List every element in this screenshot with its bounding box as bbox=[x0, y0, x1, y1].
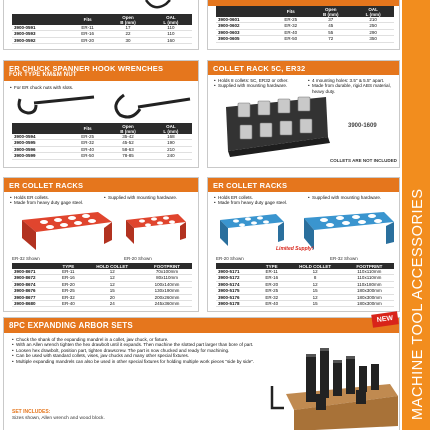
collet-rack-panel bbox=[207, 60, 400, 168]
er-racks-right-bullets-a bbox=[214, 195, 304, 206]
text-cell: ER-50 bbox=[69, 153, 106, 159]
text-cell: ER-32 bbox=[272, 23, 309, 29]
text-cell: Open B (mm) bbox=[309, 6, 352, 17]
text-cell: 168 bbox=[150, 134, 192, 140]
text-cell: 3900-5174 bbox=[216, 281, 258, 287]
text-cell: 3900-8671 bbox=[12, 269, 54, 275]
text-cell: 3900-5178 bbox=[216, 301, 258, 307]
text-cell: ER-11 bbox=[54, 269, 82, 275]
er-racks-left-bullets-a bbox=[10, 195, 100, 206]
table-row bbox=[12, 301, 192, 307]
text-cell: • Made from durable, rigid ABS material, heavy duty. bbox=[308, 83, 398, 94]
top-right-panel bbox=[207, 0, 400, 50]
text-cell: 110x180mm bbox=[345, 281, 394, 287]
text-cell: OAL L (mm) bbox=[150, 123, 192, 134]
text-cell: TYPE bbox=[54, 263, 82, 269]
text-cell: ER-40 bbox=[272, 29, 309, 35]
limited-supply-label: Limited Supply! bbox=[276, 246, 314, 252]
text-cell: 12 bbox=[82, 281, 142, 287]
text-cell: 180x300mm bbox=[345, 288, 394, 294]
text-cell: 3900-0596 bbox=[12, 146, 69, 152]
text-cell: • 4 mounting holes: 3.5" & 5.5" apart. bbox=[308, 78, 398, 83]
text-cell: ER-32 bbox=[54, 294, 82, 300]
red-rack-image bbox=[18, 210, 188, 254]
top-left-panel bbox=[3, 0, 199, 50]
collet-rack-bullets-right bbox=[308, 78, 398, 94]
text-cell: ER-25 bbox=[258, 288, 286, 294]
spanner-bullets bbox=[10, 85, 100, 90]
spanner-title: ER CHUCK SPANNER HOOK WRENCHES bbox=[9, 64, 164, 73]
col-open: Open B (mm) bbox=[106, 14, 149, 25]
text-cell: 3900-0591 bbox=[12, 25, 69, 31]
text-cell: 110 bbox=[150, 31, 192, 37]
text-cell: ER-20 bbox=[54, 281, 82, 287]
er-racks-left-header bbox=[4, 178, 198, 192]
text-cell: • Loosen hex drawbolt, position part, tighten drawscrew. The part is now chucked and ready for machining. bbox=[12, 348, 260, 353]
text-cell: • Holds ER collets. bbox=[214, 195, 304, 200]
text-cell: 8PC EXPANDING ARBOR SETS bbox=[9, 321, 133, 330]
spanner-header bbox=[4, 61, 198, 81]
text-cell: 35-42 bbox=[106, 134, 149, 140]
text-cell: 58-63 bbox=[106, 146, 149, 152]
text-cell: 3900-8680 bbox=[12, 301, 54, 307]
er-racks-right-table bbox=[216, 263, 394, 307]
er-racks-left-panel bbox=[3, 177, 199, 312]
text-cell: 100x140mm bbox=[142, 281, 192, 287]
text-cell: 3900-8676 bbox=[12, 288, 54, 294]
arbor-set-image bbox=[266, 336, 400, 430]
text-cell: 3900-5171 bbox=[216, 269, 258, 275]
col-fits: Fits bbox=[69, 14, 106, 25]
text-cell: ER-16 bbox=[69, 31, 106, 37]
text-cell: 30 bbox=[106, 37, 149, 43]
text-cell: 210 bbox=[150, 146, 192, 152]
text-cell: 3900-0603 bbox=[216, 29, 272, 35]
text-cell bbox=[12, 123, 69, 134]
collet-rack-bullets-left bbox=[214, 78, 304, 89]
text-cell: 110x110mm bbox=[345, 275, 394, 281]
text-cell: ER COLLET RACKS bbox=[9, 181, 84, 190]
text-cell: 12 bbox=[286, 281, 345, 287]
text-cell: 24 bbox=[82, 301, 142, 307]
text-cell: ER-16 bbox=[54, 275, 82, 281]
text-cell: OAL L (mm) bbox=[352, 6, 394, 17]
text-cell: • Supplied with mounting hardware. bbox=[214, 83, 304, 88]
text-cell: 3900-0593 bbox=[12, 31, 69, 37]
text-cell: 15 bbox=[82, 288, 142, 294]
text-cell: 12 bbox=[82, 275, 142, 281]
text-cell: • Made from heavy duty gage steel. bbox=[214, 200, 304, 205]
text-cell: FOOTPRINT bbox=[345, 263, 394, 269]
text-cell: • Holds ER collets. bbox=[10, 195, 100, 200]
col-oal: OAL L (mm) bbox=[150, 14, 192, 25]
text-cell: 72 bbox=[309, 36, 352, 42]
text-cell: HOLD COLLET bbox=[286, 263, 345, 269]
text-cell: 70x100mm bbox=[142, 269, 192, 275]
text-cell: • Holds 8 collets: 5C, ER32 or other. bbox=[214, 78, 304, 83]
text-cell: • Made from heavy duty gage steel. bbox=[10, 200, 100, 205]
table-row bbox=[216, 301, 394, 307]
text-cell: ER COLLET RACKS bbox=[213, 181, 288, 190]
table-row bbox=[12, 37, 192, 43]
text-cell: 45-52 bbox=[106, 140, 149, 146]
text-cell: 350 bbox=[352, 36, 394, 42]
text-cell: 245x360mm bbox=[142, 301, 192, 307]
table-row bbox=[12, 153, 192, 159]
hook-wrench-image bbox=[14, 91, 194, 121]
er-racks-right-header bbox=[208, 178, 399, 192]
text-cell: FOOTPRINT bbox=[142, 263, 192, 269]
red-rack-caption-right: ER-20 Shown bbox=[124, 256, 152, 261]
text-cell bbox=[216, 6, 272, 17]
text-cell: 55 bbox=[309, 29, 352, 35]
er-racks-left-bullets-b bbox=[104, 195, 194, 200]
text-cell: ER-25 bbox=[54, 288, 82, 294]
text-cell: Fits bbox=[272, 6, 309, 17]
text-cell: TYPE bbox=[258, 263, 286, 269]
text-cell: 290 bbox=[352, 29, 394, 35]
text-cell: 3900-8677 bbox=[12, 294, 54, 300]
text-cell: 190 bbox=[150, 140, 192, 146]
text-cell: • With an Allen wrench tighten the hex drawbolt until it expands. Then machine the slotted part larger than bore of part. bbox=[12, 342, 260, 347]
red-rack-caption-left: ER-32 Shown bbox=[12, 256, 40, 261]
text-cell: ER-50 bbox=[272, 36, 309, 42]
arbor-panel bbox=[3, 317, 400, 430]
text-cell: 15 bbox=[286, 288, 345, 294]
text-cell: ER-40 bbox=[258, 301, 286, 307]
collet-rack-image bbox=[216, 93, 336, 157]
text-cell: 250 bbox=[352, 23, 394, 29]
arbor-header bbox=[4, 318, 399, 333]
text-cell: 37 bbox=[309, 17, 352, 23]
text-cell: Fits bbox=[69, 123, 106, 134]
spanner-subtitle: FOR TYPE KM&M NUT bbox=[9, 72, 77, 78]
text-cell: 8 bbox=[286, 275, 345, 281]
text-cell: Open B (mm) bbox=[106, 123, 149, 134]
text-cell: ER-40 bbox=[54, 301, 82, 307]
text-cell: 3900-5176 bbox=[216, 294, 258, 300]
text-cell: 20 bbox=[82, 294, 142, 300]
text-cell: 12 bbox=[286, 294, 345, 300]
blue-rack-caption-right: ER-32 Shown bbox=[330, 256, 358, 261]
text-cell: • Chuck the shank of the expanding mandrel in a collet, jaw chuck, or fixture. bbox=[12, 337, 260, 342]
text-cell: • For ER chuck nuts with slots. bbox=[10, 85, 100, 90]
text-cell: 240 bbox=[150, 153, 192, 159]
arbor-includes-label: SET INCLUDES: bbox=[12, 409, 51, 415]
text-cell: 3900-0594 bbox=[12, 134, 69, 140]
text-cell: 12 bbox=[82, 269, 142, 275]
text-cell: ER-20 bbox=[69, 37, 106, 43]
text-cell: 22 bbox=[106, 31, 149, 37]
new-badge: NEW bbox=[371, 311, 399, 327]
text-cell: 3900-8672 bbox=[12, 275, 54, 281]
text-cell: ER-11 bbox=[69, 25, 106, 31]
top-right-table bbox=[216, 6, 394, 43]
spanner-panel bbox=[3, 60, 199, 168]
text-cell: 3900-0602 bbox=[216, 23, 272, 29]
text-cell: 12 bbox=[286, 269, 345, 275]
text-cell: 3900-5172 bbox=[216, 275, 258, 281]
text-cell: • Can be used with standard collets, vises, jaw chucks and many other special fixtures. bbox=[12, 353, 260, 358]
text-cell: ER-32 bbox=[258, 294, 286, 300]
text-cell: 180x300mm bbox=[345, 294, 394, 300]
text-cell: 3900-0592 bbox=[12, 37, 69, 43]
text-cell: 80x110mm bbox=[142, 275, 192, 281]
text-cell: ER-40 bbox=[69, 146, 106, 152]
text-cell: ER-20 bbox=[258, 281, 286, 287]
text-cell: 15 bbox=[286, 301, 345, 307]
text-cell: 130x190mm bbox=[142, 288, 192, 294]
text-cell: 180x300mm bbox=[345, 301, 394, 307]
text-cell: 160 bbox=[150, 37, 192, 43]
arbor-bullets bbox=[12, 337, 260, 364]
text-cell: • Supplied with mounting hardware. bbox=[104, 195, 194, 200]
er-racks-left-table bbox=[12, 263, 192, 307]
collet-rack-header bbox=[208, 61, 399, 75]
top-left-table bbox=[12, 14, 192, 44]
wrench-icon bbox=[144, 0, 194, 14]
er-racks-right-bullets-b bbox=[308, 195, 398, 200]
text-cell: ER-25 bbox=[69, 134, 106, 140]
text-cell: 110x110mm bbox=[345, 269, 394, 275]
text-cell: 3900-0601 bbox=[216, 17, 272, 23]
text-cell: ER-16 bbox=[258, 275, 286, 281]
arbor-includes-text: Sizes shown, Allen wrench and wood block. bbox=[12, 416, 105, 421]
text-cell: • Supplied with mounting hardware. bbox=[308, 195, 398, 200]
er-racks-right-panel bbox=[207, 177, 400, 312]
text-cell: ER-32 bbox=[69, 140, 106, 146]
sidebar-title: MACHINE TOOL ACCESSORIES bbox=[410, 188, 426, 420]
text-cell: 78-85 bbox=[106, 153, 149, 159]
text-cell: 200x260mm bbox=[142, 294, 192, 300]
blue-rack-caption-left: ER-20 Shown bbox=[216, 256, 244, 261]
text-cell: ER-25 bbox=[272, 17, 309, 23]
text-cell: 110 bbox=[150, 25, 192, 31]
table-row bbox=[216, 36, 394, 42]
text-cell: 3900-0605 bbox=[216, 36, 272, 42]
text-cell: 45 bbox=[309, 23, 352, 29]
text-cell: 210 bbox=[352, 17, 394, 23]
text-cell: • Multiple expanding mandrels can also be used in other special fixtures for holding multiple work pieces "side by side". bbox=[12, 359, 260, 364]
col-part bbox=[12, 14, 69, 25]
text-cell: 3900-0599 bbox=[12, 153, 69, 159]
text-cell: 3900-5175 bbox=[216, 288, 258, 294]
collet-rack-title: COLLET RACK 5C, ER32 bbox=[213, 64, 306, 73]
text-cell: HOLD COLLET bbox=[82, 263, 142, 269]
text-cell: 3900-0595 bbox=[12, 140, 69, 146]
text-cell: ER-11 bbox=[258, 269, 286, 275]
collet-rack-note: COLLETS ARE NOT INCLUDED bbox=[330, 158, 397, 163]
spanner-table bbox=[12, 123, 192, 160]
text-cell: 17 bbox=[106, 25, 149, 31]
collet-rack-part: 3900-1609 bbox=[348, 123, 377, 129]
text-cell: 3900-8674 bbox=[12, 281, 54, 287]
